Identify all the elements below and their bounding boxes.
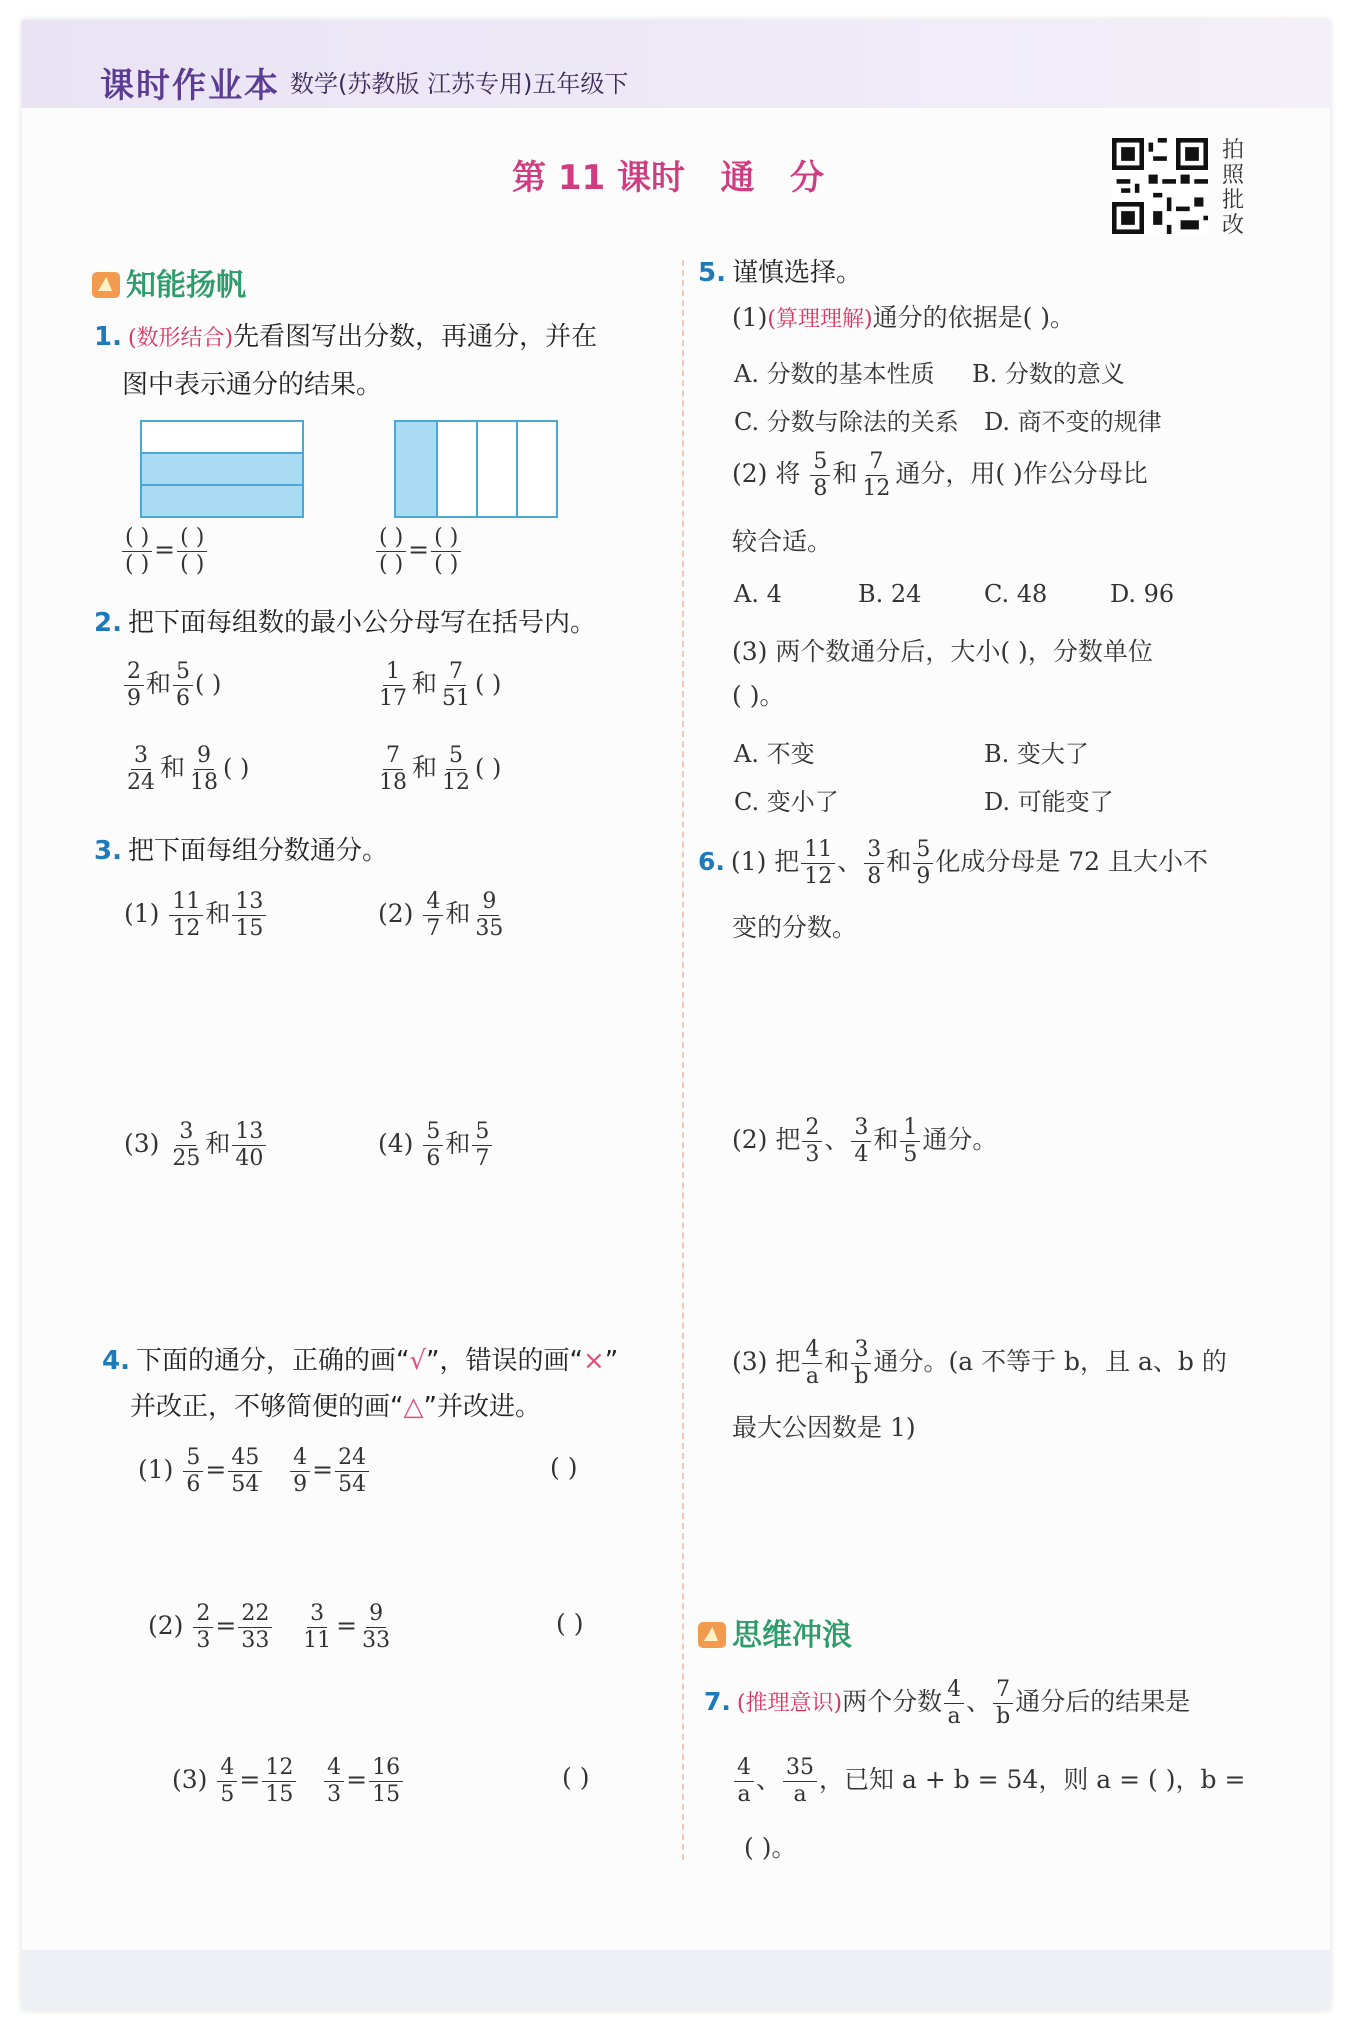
text-segment: 和	[445, 899, 471, 928]
text-segment: (4)	[378, 1129, 414, 1158]
text-segment: 通分。	[922, 1125, 998, 1154]
question-7-cont	[732, 1756, 1245, 1807]
question-text: 图中表示通分的结果。	[122, 370, 383, 400]
answer-blank[interactable]: ( )	[195, 670, 222, 698]
q5-option[interactable]: D. 96	[1110, 580, 1175, 608]
fraction-numerator: 5	[183, 1446, 203, 1472]
fraction-numerator: 22	[238, 1602, 272, 1628]
fraction	[802, 1116, 822, 1167]
q3-item-3	[124, 1120, 268, 1171]
fraction-denominator: 12	[862, 476, 891, 501]
q5-option[interactable]: A. 4	[734, 580, 782, 608]
fraction-denominator: 7	[426, 916, 441, 941]
question-text: 把下面每组数的最小公分母写在括号内。	[127, 608, 596, 638]
subject-subtitle: 数学(苏教版 江苏专用)五年级下	[290, 70, 629, 98]
fraction	[851, 1116, 871, 1167]
text-segment: 和	[412, 669, 438, 698]
qr-code-icon[interactable]	[1112, 138, 1208, 234]
fraction-numerator: 4	[802, 1338, 822, 1364]
text-segment: 和	[886, 847, 912, 876]
fraction-numerator: 2	[193, 1602, 213, 1628]
text-segment: (1) 把	[730, 847, 800, 876]
q5-option[interactable]: A. 不变	[734, 740, 815, 768]
question-number: 7.	[704, 1687, 731, 1716]
fraction-denominator: 9	[127, 686, 141, 711]
fraction	[300, 1602, 334, 1653]
q2-pair[interactable]	[122, 660, 221, 711]
fraction-denominator: 8	[867, 864, 882, 889]
fraction-numerator: 3	[176, 1120, 196, 1146]
q5-option[interactable]: D. 商不变的规律	[984, 408, 1162, 436]
text-segment: 和	[832, 459, 858, 488]
fraction-numerator: 1	[383, 660, 403, 686]
fraction	[124, 660, 144, 711]
fraction-denominator: a	[793, 1782, 807, 1807]
question-text: 谨慎选择。	[731, 258, 862, 288]
fraction-denominator: 15	[235, 916, 264, 941]
text-segment: 和	[824, 1347, 850, 1376]
fraction	[423, 1120, 443, 1171]
text-segment: ”并改进。	[423, 1392, 541, 1422]
figure-unshaded-cell	[142, 422, 302, 452]
fraction-numerator: 4	[324, 1756, 344, 1782]
fraction-numerator: 5	[913, 838, 933, 864]
fraction-numerator: 2	[124, 660, 144, 686]
q4-item-3	[172, 1756, 405, 1807]
fraction	[864, 838, 884, 889]
fraction-denominator: 9	[293, 1472, 308, 1497]
fraction	[217, 1756, 237, 1807]
answer-blank[interactable]: ( )	[180, 552, 205, 577]
fraction-numerator: 3	[864, 838, 884, 864]
question-5	[698, 250, 1278, 296]
figure-grid-line	[436, 422, 438, 516]
text-segment: (3) 把	[732, 1347, 801, 1376]
section-title: 思维冲浪	[732, 1618, 852, 1653]
column-divider	[682, 260, 684, 1860]
question-number: 5.	[698, 258, 726, 288]
text-segment: ”	[604, 1346, 619, 1376]
fraction-denominator: 54	[231, 1472, 260, 1497]
fraction-numerator: 3	[307, 1602, 327, 1628]
fraction	[993, 1678, 1013, 1729]
fraction	[169, 890, 203, 941]
question-number: 3.	[94, 836, 122, 866]
triangle-mark-icon: △	[403, 1392, 424, 1422]
q5-option[interactable]: B. 变大了	[984, 740, 1089, 768]
q4-answer-paren-1[interactable]: ( )	[550, 1453, 578, 1482]
q1-answer-blanks-1[interactable]	[120, 526, 209, 577]
fraction-denominator: 3	[327, 1782, 342, 1807]
text-segment: =	[346, 1765, 368, 1794]
question-3	[94, 828, 674, 874]
q1-answer-blanks-2[interactable]	[374, 526, 463, 577]
fraction-numerator: 16	[369, 1756, 403, 1782]
fraction-denominator: 35	[475, 916, 504, 941]
qr-caption-char: 改	[1221, 213, 1244, 238]
text-segment: 、	[966, 1687, 992, 1716]
q5-part-3-cont: ( )。	[732, 681, 785, 710]
question-6-part-1	[698, 838, 1208, 889]
fraction-numerator: 5	[472, 1120, 492, 1146]
fraction-denominator: 6	[186, 1472, 201, 1497]
fraction	[376, 660, 410, 711]
fraction-denominator: 18	[379, 770, 407, 795]
fraction-denominator: 54	[338, 1472, 367, 1497]
q5-option[interactable]: D. 可能变了	[984, 788, 1114, 816]
question-6-part-1-cont: 变的分数。	[732, 913, 858, 942]
text-segment: 下面的通分，正确的画“	[135, 1346, 410, 1376]
text-segment: (1)	[124, 899, 160, 928]
question-tag: (推理意识)	[736, 1691, 843, 1716]
fraction	[187, 744, 221, 795]
question-4	[102, 1338, 682, 1430]
fraction-numerator: 5	[173, 660, 193, 686]
fraction	[472, 890, 506, 941]
fraction-numerator: 11	[169, 890, 203, 916]
qr-caption-char: 照	[1221, 163, 1244, 188]
text-segment: 化成分母是 72 且大小不	[935, 847, 1209, 876]
question-1	[94, 314, 654, 408]
fraction-denominator: a	[947, 1704, 961, 1729]
fraction-denominator: 8	[813, 476, 828, 501]
cross-mark-icon: ×	[582, 1346, 605, 1376]
fraction-numerator: 4	[217, 1756, 237, 1782]
text-segment: 通分后的结果是	[1015, 1687, 1191, 1716]
text-segment: 、	[837, 847, 863, 876]
text-segment: 和	[146, 669, 172, 698]
text-segment: (2) 将	[732, 459, 801, 488]
text-segment: 和	[873, 1125, 899, 1154]
text-segment: 和	[160, 753, 186, 782]
fraction	[232, 890, 266, 941]
text-segment: (2) 把	[732, 1125, 801, 1154]
answer-blank[interactable]: ( )	[376, 526, 406, 552]
text-segment: 并改正，不够简便的画“	[130, 1392, 404, 1422]
q5-option[interactable]: A. 分数的基本性质	[734, 360, 935, 388]
section-title: 知能扬帆	[126, 268, 246, 303]
fraction-denominator: a	[737, 1782, 751, 1807]
text-segment: 和	[205, 899, 231, 928]
question-7	[704, 1678, 1190, 1729]
q3-item-4	[378, 1120, 494, 1171]
text-segment: 和	[445, 1129, 471, 1158]
fraction	[335, 1446, 369, 1497]
fraction	[376, 526, 406, 577]
lesson-title: 第 11 课时 通 分	[512, 158, 825, 198]
footer-band	[22, 1950, 1330, 2010]
fraction-denominator: b	[854, 1364, 869, 1389]
fraction-figure-horizontal	[140, 420, 304, 518]
fraction-numerator: 5	[423, 1120, 443, 1146]
section-zhineng	[92, 260, 246, 304]
question-6-part-3	[732, 1338, 1227, 1389]
fraction-numerator: 4	[423, 890, 443, 916]
fraction-numerator: 3	[851, 1116, 871, 1142]
fraction	[944, 1678, 964, 1729]
fraction	[122, 526, 152, 577]
fraction-numerator: 7	[383, 744, 403, 770]
fraction-denominator: 33	[362, 1628, 391, 1653]
fraction-denominator: 25	[172, 1146, 201, 1171]
workbook-page	[22, 20, 1330, 2010]
question-6-part-3-cont: 最大公因数是 1)	[732, 1413, 916, 1442]
fraction	[173, 660, 193, 711]
fraction	[423, 890, 443, 941]
text-segment: =	[205, 1455, 227, 1484]
qr-caption-char: 拍	[1221, 138, 1244, 163]
fraction-numerator: 3	[851, 1338, 871, 1364]
answer-blank[interactable]: ( )	[434, 552, 459, 577]
fraction	[228, 1446, 262, 1497]
fraction	[262, 1756, 296, 1807]
q5-part-1	[732, 296, 1075, 342]
text-segment: 和	[412, 753, 438, 782]
fraction-denominator: 15	[265, 1782, 294, 1807]
fraction	[734, 1756, 754, 1807]
fraction	[324, 1756, 344, 1807]
fraction-denominator: 3	[805, 1142, 820, 1167]
fraction-denominator: 5	[220, 1782, 235, 1807]
fraction-numerator: 4	[734, 1756, 754, 1782]
fraction-denominator: 15	[372, 1782, 401, 1807]
figure-shaded-cell	[396, 422, 436, 516]
text-segment: =	[312, 1455, 334, 1484]
question-text: 先看图写出分数，再通分，并在	[233, 322, 598, 352]
answer-blank[interactable]: ( )	[475, 670, 502, 698]
fraction	[369, 1756, 403, 1807]
fraction	[439, 660, 473, 711]
fraction	[431, 526, 461, 577]
fraction-numerator: 5	[446, 744, 466, 770]
text-segment: (3)	[172, 1765, 208, 1794]
fraction-denominator: 12	[442, 770, 471, 795]
fraction-numerator: 2	[802, 1116, 822, 1142]
fraction-numerator: 9	[479, 890, 499, 916]
text-segment: 通分。(a 不等于 b，且 a、b 的	[873, 1347, 1227, 1376]
text-segment: =	[336, 1611, 358, 1640]
fraction-numerator: 12	[262, 1756, 296, 1782]
fraction	[177, 526, 207, 577]
fraction-denominator: 5	[903, 1142, 918, 1167]
fraction-denominator: 4	[854, 1142, 869, 1167]
fraction	[851, 1338, 871, 1389]
fraction	[439, 744, 473, 795]
question-7-answer[interactable]: ( )。	[744, 1833, 797, 1862]
fraction-denominator: 12	[804, 864, 833, 889]
q5-option[interactable]: C. 分数与除法的关系	[734, 408, 959, 436]
q4-item-1	[138, 1446, 371, 1497]
question-number: 6.	[698, 847, 725, 876]
q3-item-2	[378, 890, 508, 941]
text-segment: (3)	[124, 1129, 160, 1158]
answer-blank[interactable]: ( )	[177, 526, 207, 552]
text-segment: 两个分数	[842, 1687, 943, 1716]
fraction-denominator: b	[996, 1704, 1011, 1729]
text-segment: 、	[756, 1765, 782, 1794]
sail-icon	[92, 272, 120, 298]
answer-blank[interactable]: ( )	[431, 526, 461, 552]
text-segment: (2)	[148, 1611, 184, 1640]
fraction-numerator: 45	[228, 1446, 262, 1472]
question-number: 1.	[94, 322, 122, 352]
question-number: 2.	[94, 608, 122, 638]
fraction	[169, 1120, 203, 1171]
answer-blank[interactable]: ( )	[125, 552, 150, 577]
fraction-denominator: 51	[442, 686, 471, 711]
question-6-part-2	[732, 1116, 997, 1167]
fraction-denominator: 9	[916, 864, 931, 889]
fraction-numerator: 13	[232, 890, 266, 916]
figure-grid-line	[142, 452, 302, 454]
fraction	[376, 744, 410, 795]
figure-grid-line	[476, 422, 478, 516]
fraction-numerator: 24	[335, 1446, 369, 1472]
text-segment: ，已知 a + b = 54，则 a = ( )，b =	[819, 1765, 1246, 1794]
fraction-denominator: 6	[176, 686, 191, 711]
fraction	[232, 1120, 266, 1171]
fraction	[472, 1120, 492, 1171]
text-segment: =	[215, 1611, 237, 1640]
question-number: 4.	[102, 1346, 130, 1376]
fraction	[359, 1602, 393, 1653]
fraction-numerator: 11	[801, 838, 835, 864]
answer-blank[interactable]: ( )	[379, 552, 404, 577]
fraction-denominator: 6	[426, 1146, 441, 1171]
q2-pair[interactable]	[122, 744, 249, 795]
text-segment: (1)	[732, 303, 768, 332]
brand-title: 课时作业本	[100, 66, 280, 106]
fraction	[193, 1602, 213, 1653]
q5-part-2-cont: 较合适。	[732, 527, 833, 556]
fraction-numerator: 7	[446, 660, 466, 686]
equals-sign: =	[408, 535, 430, 564]
fraction	[900, 1116, 920, 1167]
fraction-denominator: 7	[475, 1146, 490, 1171]
question-tag: (算理理解)	[767, 307, 873, 332]
question-2	[94, 600, 674, 646]
fraction-denominator: 3	[196, 1628, 211, 1653]
fraction-denominator: 33	[241, 1628, 270, 1653]
fraction-denominator: 18	[190, 770, 219, 795]
text-segment: 通分的依据是( )。	[872, 303, 1076, 332]
wave-icon	[698, 1622, 726, 1648]
fraction-figure-vertical	[394, 420, 558, 518]
fraction-numerator: 4	[290, 1446, 310, 1472]
text-segment: 和	[205, 1129, 231, 1158]
fraction-denominator: 12	[172, 916, 201, 941]
fraction-numerator: 9	[194, 744, 214, 770]
answer-blank[interactable]: ( )	[122, 526, 152, 552]
q5-option[interactable]: B. 分数的意义	[972, 360, 1125, 388]
q2-pair[interactable]	[374, 744, 501, 795]
fraction-numerator: 9	[366, 1602, 386, 1628]
fraction-numerator: 35	[783, 1756, 817, 1782]
fraction-numerator: 13	[232, 1120, 266, 1146]
fraction-numerator: 7	[993, 1678, 1013, 1704]
fraction	[238, 1602, 272, 1653]
fraction-numerator: 3	[131, 744, 151, 770]
q2-pair[interactable]	[374, 660, 501, 711]
fraction-numerator: 7	[866, 450, 886, 476]
fraction-numerator: 5	[810, 450, 830, 476]
fraction	[913, 838, 933, 889]
qr-caption-char: 批	[1221, 188, 1244, 213]
q4-answer-paren-3[interactable]: ( )	[562, 1763, 590, 1792]
q4-answer-paren-2[interactable]: ( )	[556, 1609, 584, 1638]
fraction-numerator: 1	[900, 1116, 920, 1142]
fraction-denominator: a	[805, 1364, 819, 1389]
fraction	[183, 1446, 203, 1497]
text-segment: ”，错误的画“	[426, 1346, 583, 1376]
fraction-numerator: 4	[944, 1678, 964, 1704]
figure-grid-line	[142, 484, 302, 486]
fraction	[783, 1756, 817, 1807]
text-segment: 、	[824, 1125, 850, 1154]
figure-grid-line	[516, 422, 518, 516]
q5-option[interactable]: C. 变小了	[734, 788, 839, 816]
equals-sign: =	[154, 535, 176, 564]
q4-item-2	[148, 1602, 395, 1653]
text-segment: (2)	[378, 899, 414, 928]
question-text: 把下面每组分数通分。	[127, 836, 388, 866]
fraction-denominator: 17	[379, 686, 407, 711]
fraction-denominator: 40	[235, 1146, 264, 1171]
q3-item-1	[124, 890, 268, 941]
fraction	[802, 1338, 822, 1389]
check-mark-icon: √	[409, 1346, 427, 1376]
question-tag: (数形结合)	[127, 326, 234, 351]
answer-blank[interactable]: ( )	[223, 754, 250, 782]
fraction	[810, 450, 830, 501]
section-siwei	[698, 1610, 852, 1654]
fraction	[801, 838, 835, 889]
q5-option[interactable]: B. 24	[858, 580, 922, 608]
text-segment: 通分，用( )作公分母比	[895, 459, 1148, 488]
q5-part-2	[732, 450, 1148, 501]
fraction	[124, 744, 158, 795]
answer-blank[interactable]: ( )	[475, 754, 502, 782]
fraction-denominator: 24	[127, 770, 155, 795]
fraction	[290, 1446, 310, 1497]
qr-caption	[1218, 138, 1248, 238]
fraction	[859, 450, 893, 501]
text-segment: (1)	[138, 1455, 174, 1484]
text-segment: =	[239, 1765, 261, 1794]
q5-option[interactable]: C. 48	[984, 580, 1048, 608]
q5-part-3: (3) 两个数通分后，大小( )，分数单位	[732, 637, 1153, 666]
fraction-denominator: 11	[303, 1628, 332, 1653]
